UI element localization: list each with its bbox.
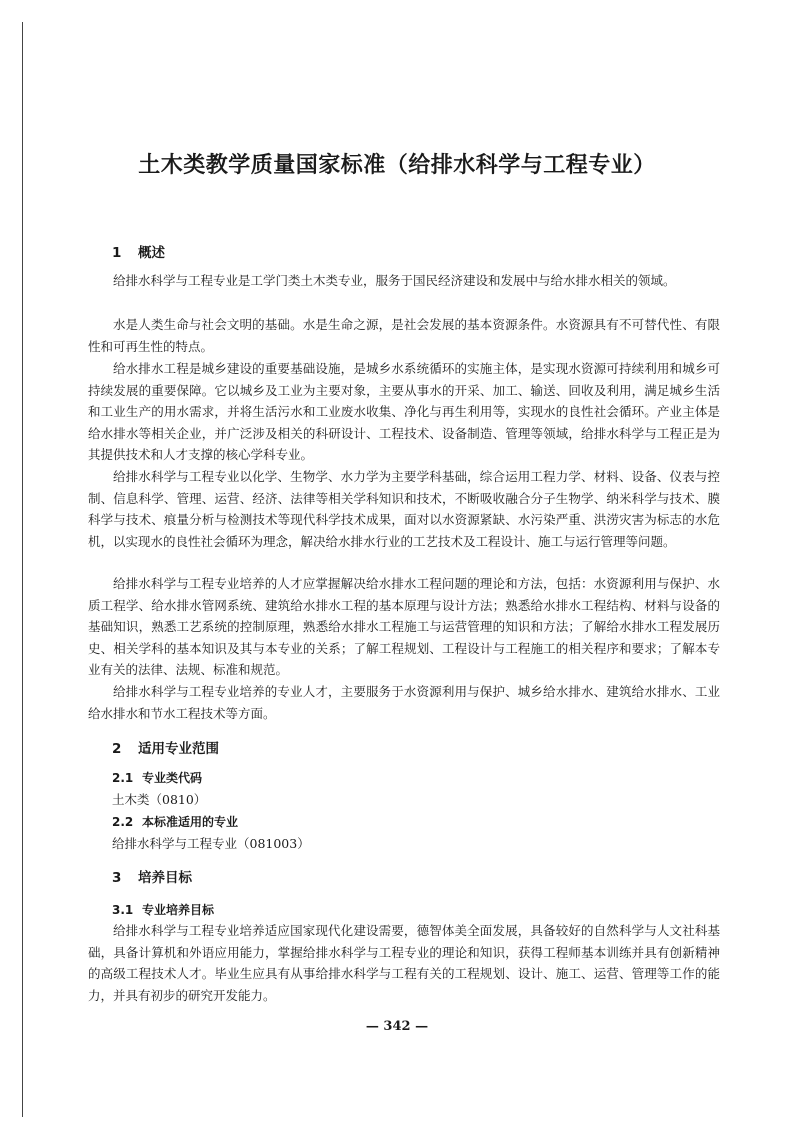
- binding-line: [22, 22, 23, 1117]
- section-title: 概述: [138, 245, 165, 261]
- subsection-title: 专业类代码: [142, 771, 203, 785]
- subsection-heading-2-1: [112, 769, 202, 786]
- document-title: 土木类教学质量国家标准（给排水科学与工程专业）: [138, 152, 656, 178]
- page-number: — 342 —: [365, 1019, 429, 1034]
- section-title: 适用专业范围: [138, 741, 219, 757]
- subsection-title: 专业培养目标: [142, 903, 215, 917]
- major-code-value: 给排水科学与工程专业（081003）: [112, 836, 310, 851]
- section-number: 3: [112, 870, 122, 886]
- subsection-title: 本标准适用的专业: [142, 815, 239, 829]
- section-title: 培养目标: [138, 870, 192, 886]
- paragraph: 给排水科学与工程专业是工学门类土木类专业，服务于国民经济建设和发展中与给水排水相关的领域。: [113, 273, 676, 288]
- subsection-number: 2.2: [112, 815, 134, 829]
- subsection-heading-3-1: [112, 901, 214, 918]
- subsection-number: 2.1: [112, 771, 134, 785]
- subsection-heading-2-2: [112, 813, 238, 830]
- paragraph: 给排水科学与工程专业培养的专业人才，主要服务于水资源利用与保护、城乡给水排水、建筑给水排水、工业给水排水和节水工程技术等方面。: [88, 684, 720, 721]
- section-heading-1: [112, 241, 165, 261]
- section-number: 1: [112, 245, 122, 261]
- subsection-number: 3.1: [112, 903, 134, 917]
- category-code-value: 土木类（0810）: [112, 792, 207, 807]
- paragraph: 给排水科学与工程专业培养的人才应掌握解决给水排水工程问题的理论和方法，包括：水资源利用与保护、水质工程学、给水排水管网系统、建筑给水排水工程的基本原理与设计方法；熟悉给水排水工程结构、材料与设备的基础知识，熟悉工艺系统的控制原理，熟悉给水排水工程施工与运营管理的知识和方法；了解给水排水工程发展历史、相关学科的基本知识及其与本专业的关系；了解工程规划、工程设计与工程施工的相关程序和要求；了解本专业有关的法律、法规、标准和规范。: [88, 576, 720, 677]
- paragraph: 给水排水工程是城乡建设的重要基础设施，是城乡水系统循环的实施主体，是实现水资源可持续利用和城乡可持续发展的重要保障。它以城乡及工业为主要对象，主要从事水的开采、加工、输送、回收及利用，满足城乡生活和工业生产的用水需求，并将生活污水和工业废水收集、净化与再生利用等，实现水的良性社会循环。产业主体是给水排水等相关企业，并广泛涉及相关的科研设计、工程技术、设备制造、管理等领域，给排水科学与工程正是为其提供技术和人才支撑的核心学科专业。: [88, 361, 720, 462]
- paragraph: 水是人类生命与社会文明的基础。水是生命之源，是社会发展的基本资源条件。水资源具有不可替代性、有限性和可再生性的特点。: [88, 317, 720, 354]
- paragraph: 给排水科学与工程专业以化学、生物学、水力学为主要学科基础，综合运用工程力学、材料、设备、仪表与控制、信息科学、管理、运营、经济、法律等相关学科知识和技术，不断吸收融合分子生物学、纳米科学与技术、膜科学与技术、痕量分析与检测技术等现代科学技术成果，面对以水资源紧缺、水污染严重、洪涝灾害为标志的水危机，以实现水的良性社会循环为理念，解决给水排水行业的工艺技术及工程设计、施工与运行管理等问题。: [88, 469, 720, 549]
- section-heading-3: [112, 866, 192, 886]
- section-number: 2: [112, 741, 122, 757]
- paragraph: 给排水科学与工程专业培养适应国家现代化建设需要，德智体美全面发展，具备较好的自然科学与人文社科基础，具备计算机和外语应用能力，掌握给排水科学与工程专业的理论和知识，获得工程师基本训练并具有创新精神的高级工程技术人才。毕业生应具有从事给排水科学与工程有关的工程规划、设计、施工、运营、管理等工作的能力，并具有初步的研究开发能力。: [88, 923, 720, 1003]
- section-heading-2: [112, 737, 219, 757]
